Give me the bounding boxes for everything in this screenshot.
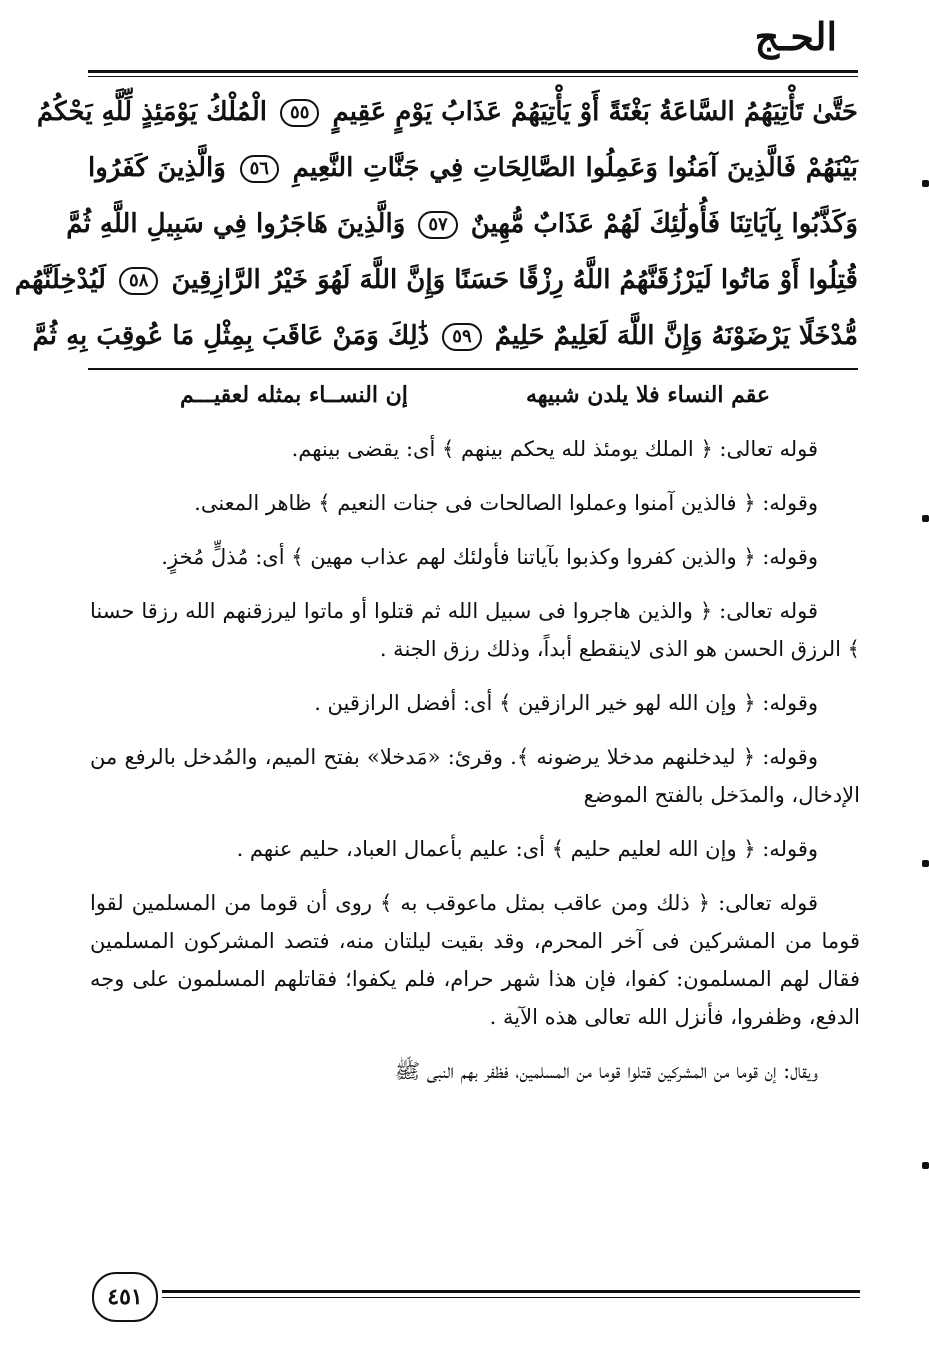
commentary-paragraph: وقوله: ﴿ والذين كفروا وكذبوا بآياتنا فأولئك لهم عذاب مهين ﴾ أى: مُذلٍّ مُخزٍ. xyxy=(161,545,818,569)
quran-text: وَالَّذِينَ كَفَرُوا xyxy=(88,153,226,183)
margin-dot xyxy=(922,515,929,522)
margin-dot xyxy=(922,180,929,187)
header-rule-thick xyxy=(88,70,858,73)
quran-line xyxy=(88,140,858,196)
quran-text: مُّدْخَلًا يَرْضَوْنَهُ وَإِنَّ اللَّهَ لَعَلِيمٌ حَلِيمٌ xyxy=(494,321,858,351)
footer-rule-thick xyxy=(162,1290,860,1293)
quran-line xyxy=(66,196,858,252)
section-divider xyxy=(88,368,858,370)
quran-text: قُتِلُوا أَوْ مَاتُوا لَيَرْزُقَنَّهُمُ اللَّهُ رِزْقًا حَسَنًا وَإِنَّ اللَّهَ لَهُوَ خَيْرُ الرَّازِقِينَ xyxy=(171,265,858,295)
ayah-number-marker: ٥٧ xyxy=(418,211,457,239)
ayah-number-marker: ٥٩ xyxy=(442,323,481,351)
commentary-paragraph: ويقال: إن قوما من المشركين قتلوا قوما من المسلمين، فظفر بهم النبى ﷺ xyxy=(394,1059,818,1083)
quran-text: بَيْنَهُمْ فَالَّذِينَ آمَنُوا وَعَمِلُوا الصَّالِحَاتِ فِي جَنَّاتِ النَّعِيمِ xyxy=(292,153,858,183)
margin-dot xyxy=(922,860,929,867)
quran-text: ذَٰلِكَ وَمَنْ عَاقَبَ بِمِثْلِ مَا عُوقِبَ بِهِ ثُمَّ xyxy=(32,321,430,351)
commentary-paragraph: قوله تعالى: ﴿ ذلك ومن عاقب بمثل ماعوقب به ﴾ روى أن قوما من المسلمين لقوا قوما من المشركين فى آخر المحرم، وقد بقيت ليلتان منه، فتصد المشركون المسلمين فقال لهم المسلمون: كفوا، فإن هذا شهر حرام، فلم يكفوا؛ فقاتلهم المسلمون على وجه الدفع، وظفروا، فأنزل الله تعالى هذه الآية . xyxy=(90,891,860,1029)
tafsir-commentary xyxy=(90,430,860,1106)
quran-line xyxy=(36,84,858,140)
quran-text: حَتَّىٰ تَأْتِيَهُمُ السَّاعَةُ بَغْتَةً أَوْ يَأْتِيَهُمْ عَذَابُ يَوْمٍ عَقِيمٍ xyxy=(332,97,858,127)
margin-dot xyxy=(922,1162,929,1169)
page-number: ٤٥١ xyxy=(92,1272,158,1322)
quran-line xyxy=(32,308,858,364)
quran-text: الْمُلْكُ يَوْمَئِذٍ لِّلَّهِ يَحْكُمُ xyxy=(36,97,267,127)
ayah-number-marker: ٥٥ xyxy=(280,99,319,127)
surah-title: الحـج xyxy=(754,14,837,59)
commentary-paragraph: قوله تعالى: ﴿ والذين هاجروا فى سبيل الله ثم قتلوا أو ماتوا ليرزقنهم الله رزقا حسنا ﴾ الرزق الحسن هو الذى لاينقطع أبداً، وذلك رزق الجنة . xyxy=(90,599,860,661)
quran-text: وَالَّذِينَ هَاجَرُوا فِي سَبِيلِ اللَّهِ ثُمَّ xyxy=(66,209,406,239)
quran-text-block xyxy=(14,84,858,364)
commentary-paragraph: وقوله: ﴿ وإن الله لهو خير الرازقين ﴾ أى: أفضل الرازقين . xyxy=(314,691,818,715)
verse-hemistich-second: إن النســاء بمثله لعقيـــم xyxy=(180,382,408,408)
ayah-number-marker: ٥٨ xyxy=(119,267,158,295)
commentary-paragraph: قوله تعالى: ﴿ الملك يومئذ لله يحكم بينهم ﴾ أى: يقضى بينهم. xyxy=(291,437,818,461)
quran-text: وَكَذَّبُوا بِآيَاتِنَا فَأُولَٰئِكَ لَهُمْ عَذَابٌ مُّهِينٌ xyxy=(470,209,858,239)
footer-rule-thin xyxy=(162,1297,860,1298)
quran-line xyxy=(14,252,858,308)
commentary-paragraph: وقوله: ﴿ وإن الله لعليم حليم ﴾ أى: عليم بأعمال العباد، حليم عنهم . xyxy=(236,837,818,861)
ayah-number-marker: ٥٦ xyxy=(240,155,279,183)
commentary-paragraph: وقوله: ﴿ ليدخلنهم مدخلا يرضونه ﴾. وقرئ: «مَدخلا» بفتح الميم، والمُدخل بالرفع من الإدخال، والمدَخل بالفتح الموضع xyxy=(90,745,860,807)
header-rule-thin xyxy=(88,76,858,77)
commentary-paragraph: وقوله: ﴿ فالذين آمنوا وعملوا الصالحات فى جنات النعيم ﴾ ظاهر المعنى. xyxy=(194,491,818,515)
poetry-verse xyxy=(150,382,770,422)
quran-text: لَيُدْخِلَنَّهُم xyxy=(14,265,106,295)
verse-hemistich-first: عقم النساء فلا يلدن شبيهه xyxy=(525,382,770,408)
